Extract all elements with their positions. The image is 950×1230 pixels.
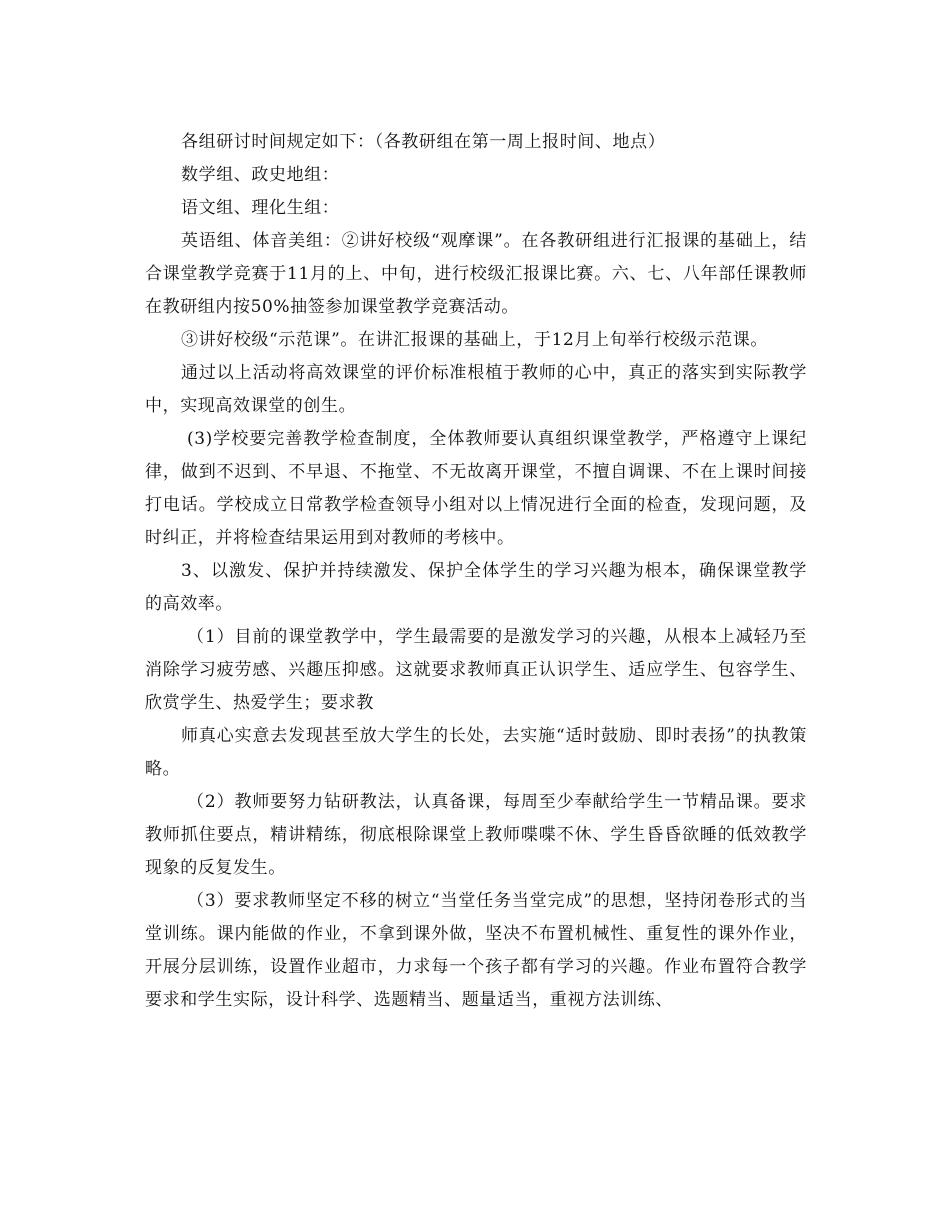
paragraph-model-lesson: ③讲好校级“示范课”。在讲汇报课的基础上，于12月上旬举行校级示范课。	[181, 330, 769, 350]
paragraph-section-3: 3、以激发、保护并持续激发、保护全体学生的学习兴趣为根本，确保课堂教学的高效率。	[145, 561, 807, 614]
paragraph-activity-summary: 通过以上活动将高效课堂的评价标准根植于教师的心中，真正的落实到实际教学中，实现高效课堂的创生。	[145, 363, 807, 416]
paragraph-schedule-intro: 各组研讨时间规定如下：（各教研组在第一周上报时间、地点）	[181, 132, 666, 152]
paragraph-inspection-system: (3)学校要完善教学检查制度，全体教师要认真组织课堂教学，严格遵守上课纪律，做到不迟到、不早退、不拖堂、不无故离开课堂，不擅自调课、不在上课时间接打电话。学校成立日常教学检查领导小组对以上情况进行全面的检查，发现问题，及时纠正，并将检查结果运用到对教师的考核中。	[145, 429, 807, 548]
paragraph-math-group: 数学组、政史地组：	[181, 165, 340, 185]
paragraph-english-group: 英语组、体音美组：②讲好校级“观摩课”。在各教研组进行汇报课的基础上，结合课堂教学竞赛于11月的上、中旬，进行校级汇报课比赛。六、七、八年部任课教师在教研组内按50%抽签参加课堂教学竞赛活动。	[145, 231, 807, 317]
document-body	[145, 126, 807, 1017]
paragraph-item-2: （2）教师要努力钻研教法，认真备课，每周至少奉献给学生一节精品课。要求教师抓住要点，精讲精练，彻底根除课堂上教师喋喋不休、学生昏昏欲睡的低效教学现象的反复发生。	[145, 792, 807, 878]
paragraph-chinese-group: 语文组、理化生组：	[181, 198, 340, 218]
paragraph-item-1-continued: 师真心实意去发现甚至放大学生的长处，去实施“适时鼓励、即时表扬”的执教策略。	[145, 726, 807, 779]
paragraph-item-1: （1）目前的课堂教学中，学生最需要的是激发学习的兴趣，从根本上减轻乃至消除学习疲劳感、兴趣压抑感。这就要求教师真正认识学生、适应学生、包容学生、欣赏学生、热爱学生；要求教	[145, 627, 807, 713]
paragraph-item-3: （3）要求教师坚定不移的树立“当堂任务当堂完成”的思想，坚持闭卷形式的当堂训练。课内能做的作业，不拿到课外做，坚决不布置机械性、重复性的课外作业，开展分层训练，设置作业超市，力求每一个孩子都有学习的兴趣。作业布置符合教学要求和学生实际，设计科学、选题精当、题量适当，重视方法训练、	[145, 891, 807, 1010]
